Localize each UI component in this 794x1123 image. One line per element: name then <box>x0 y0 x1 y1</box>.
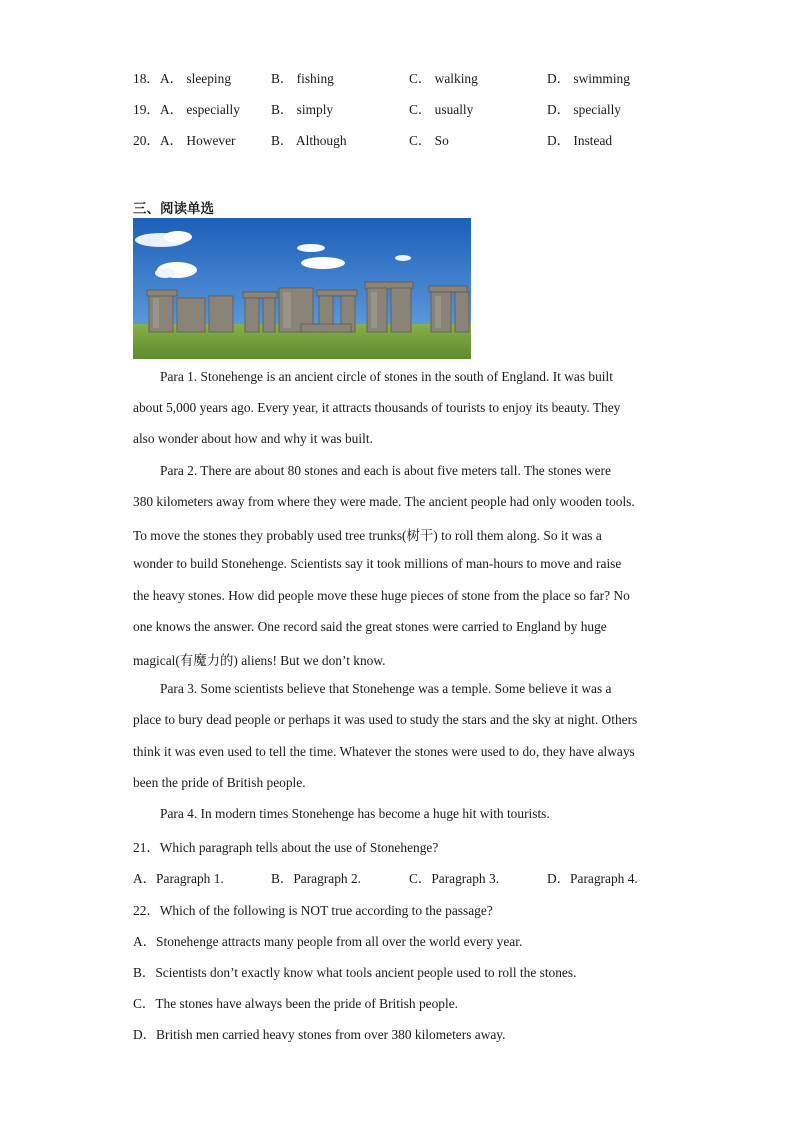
question-21: 21．Which paragraph tells about the use of Stonehenge? <box>133 840 439 855</box>
option-a: A．Stonehenge attracts many people from all over the world every year. <box>133 934 523 949</box>
option-b: B． simply <box>271 102 334 117</box>
question-22: 22．Which of the following is NOT true according to the passage? <box>133 903 493 918</box>
question-number: 19． <box>133 102 160 117</box>
passage-line: To move the stones they probably used tree trunks(树干) to roll them along. So it was a <box>133 528 602 543</box>
passage-line: wonder to build Stonehenge. Scientists say it took millions of man-hours to move and raise <box>133 556 622 571</box>
option-d: D． Instead <box>547 133 613 148</box>
passage-line: Para 4. In modern times Stonehenge has become a huge hit with tourists. <box>160 806 550 821</box>
choice-row-19 <box>133 99 693 119</box>
option-a: A．Paragraph 1. <box>133 871 224 886</box>
option-d: D．Paragraph 4. <box>547 871 638 886</box>
passage-line: magical(有魔力的) aliens! But we don’t know. <box>133 653 386 668</box>
question-21-options <box>133 868 693 888</box>
option-c: C．Paragraph 3. <box>409 871 499 886</box>
option-c: C．The stones have always been the pride of British people. <box>133 996 459 1011</box>
stonehenge-photo <box>133 218 471 359</box>
passage-line: the heavy stones. How did people move these huge pieces of stone from the place so far? No <box>133 588 630 603</box>
option-b: B．Scientists don’t exactly know what tools ancient people used to roll the stones. <box>133 965 577 980</box>
passage-line: Para 2. There are about 80 stones and each is about five meters tall. The stones were <box>160 463 611 478</box>
passage-line: been the pride of British people. <box>133 775 306 790</box>
passage-line: think it was even used to tell the time. Whatever the stones were used to do, they have always <box>133 744 635 759</box>
option-c: C． usually <box>409 102 474 117</box>
option-d: D． specially <box>547 102 622 117</box>
section-heading: 三、阅读单选 <box>133 201 214 217</box>
passage-line: about 5,000 years ago. Every year, it attracts thousands of tourists to enjoy its beauty. They <box>133 400 621 415</box>
option-c: C． So <box>409 133 449 148</box>
passage-line: 380 kilometers away from where they were made. The ancient people had only wooden tools. <box>133 494 635 509</box>
passage-line: one knows the answer. One record said the great stones were carried to England by huge <box>133 619 607 634</box>
option-b: B． fishing <box>271 71 334 86</box>
choice-row-18 <box>133 68 693 88</box>
question-number: 20． <box>133 133 160 148</box>
passage-line: place to bury dead people or perhaps it was used to study the stars and the sky at night. Others <box>133 712 638 727</box>
option-a: A． especially <box>160 102 240 117</box>
option-a: A． However <box>160 133 236 148</box>
option-d: D． swimming <box>547 71 630 86</box>
option-d: D．British men carried heavy stones from over 380 kilometers away. <box>133 1027 506 1042</box>
choice-row-20 <box>133 130 693 150</box>
option-b: B． Although <box>271 133 347 148</box>
option-b: B．Paragraph 2. <box>271 871 361 886</box>
passage-line: Para 3. Some scientists believe that Stonehenge was a temple. Some believe it was a <box>160 681 612 696</box>
question-number: 18． <box>133 71 160 86</box>
passage-line: also wonder about how and why it was built. <box>133 431 373 446</box>
option-a: A． sleeping <box>160 71 232 86</box>
option-c: C． walking <box>409 71 478 86</box>
passage-line: Para 1. Stonehenge is an ancient circle of stones in the south of England. It was built <box>160 369 613 384</box>
